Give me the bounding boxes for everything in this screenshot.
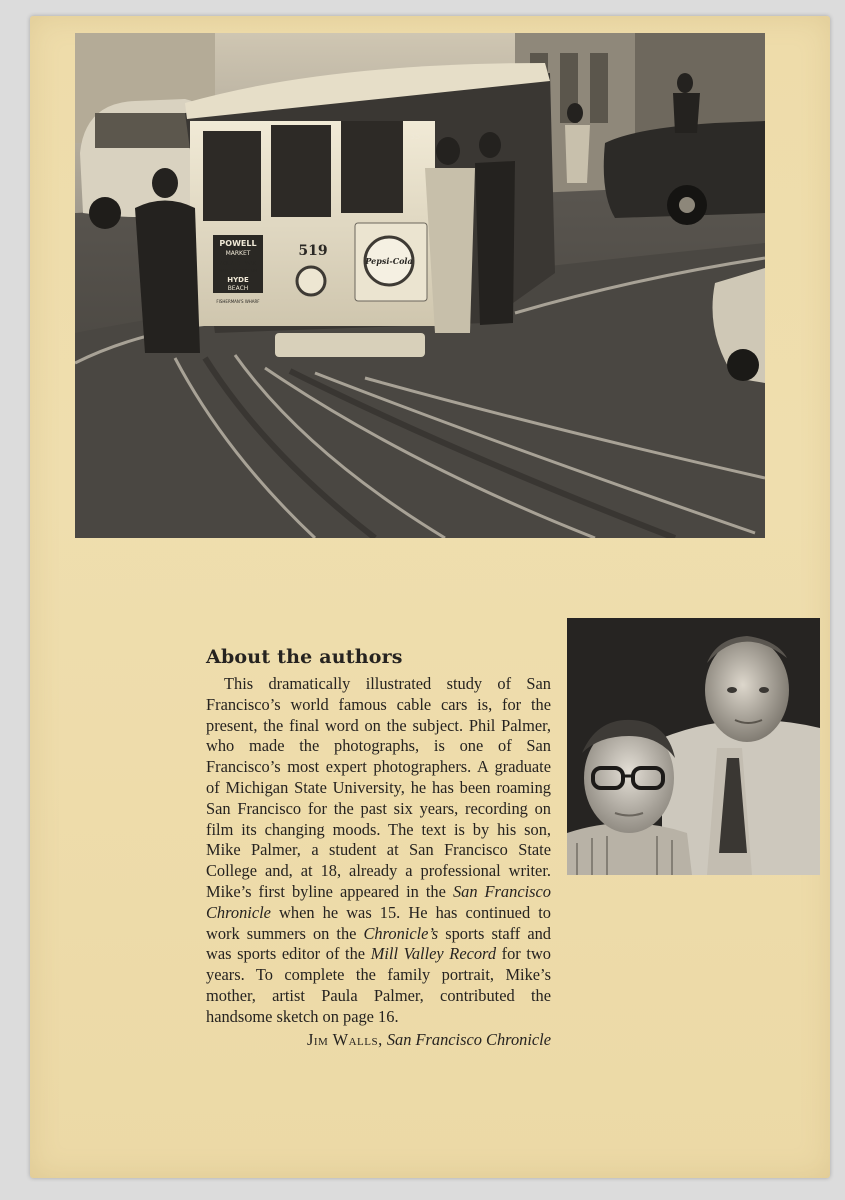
car-sign-line2: MARKET	[225, 250, 251, 257]
newspaper-name-1: San Francisco Chronicle	[206, 881, 551, 922]
car-sign-line6: BEACH	[227, 285, 249, 292]
car-number: 519	[298, 243, 328, 259]
paragraph-part-1: This dramatically illustrated study of San Francisco’s world famous cable cars is, for the present, the final word on the subject. Phil Palmer, who made the photographs, is one of San Francisco’s most expert photographers. A graduate of Michigan State University, he has been roaming San Francisco for the past six years, recording on film its changing moods. The text is by his son, Mike Palmer, a student at San Francisco State College and, at 18, already a professional writer. Mike’s first byline appeared in the	[206, 674, 551, 901]
section-heading: About the authors	[206, 646, 403, 668]
newspaper-name-3: Mill Valley Record	[370, 944, 497, 964]
car-sign-line5: HYDE	[227, 276, 249, 284]
paragraph-part-4: for two years. To complete the family portrait, Mike’s mother, artist Paula Palmer, contributed the handsome sketch on page 16.	[206, 944, 551, 1026]
authors-portrait-photograph	[567, 618, 820, 875]
car-roof-number: 35	[409, 132, 421, 141]
cable-car-photograph	[75, 33, 765, 538]
signature-name: Jim Walls,	[307, 1029, 383, 1049]
car-sign-line3: AQUATIC PARK	[219, 261, 257, 267]
car-sign-line1: POWELL	[219, 239, 257, 248]
signature-line	[206, 1029, 551, 1051]
about-authors-paragraph	[206, 674, 551, 1028]
newspaper-name-2: Chronicle’s	[363, 923, 439, 943]
car-ad-text: Pepsi-Cola	[365, 256, 413, 266]
about-authors-section	[206, 646, 551, 1051]
car-sign-line4: MARITIME MUSEUM	[218, 268, 258, 273]
paragraph-part-2: when he was 15. He has continued to work summers on the	[206, 902, 551, 943]
cable-car-scene	[75, 33, 765, 538]
paragraph-part-3: sports staff and was sports editor of the	[206, 923, 551, 964]
signature-newspaper: San Francisco Chronicle	[386, 1029, 551, 1049]
book-back-cover	[30, 16, 830, 1178]
authors-portrait	[567, 618, 820, 875]
car-sign-line7: FISHERMAN'S WHARF	[216, 299, 260, 304]
